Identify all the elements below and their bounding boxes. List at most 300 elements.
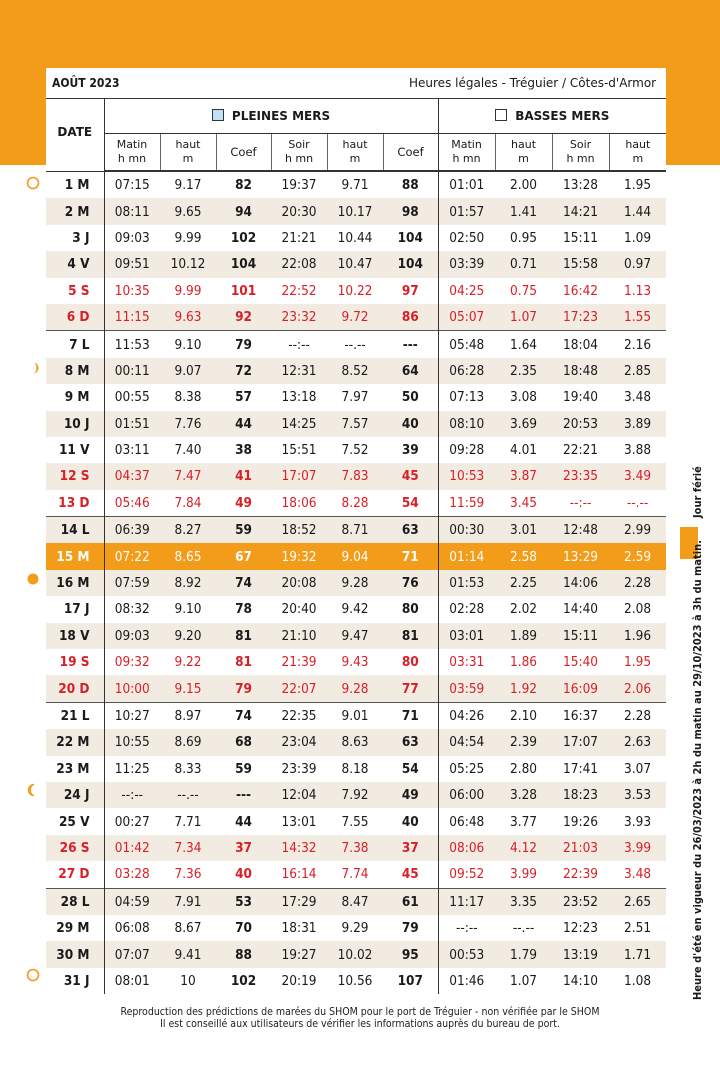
day-date: 12 S — [46, 463, 104, 489]
pm-soir-coef: --- — [383, 331, 438, 358]
bm-matin-time: 11:59 — [438, 490, 495, 517]
pm-soir-time: 18:31 — [281, 920, 317, 937]
pm-matin-coef: 81 — [216, 623, 271, 649]
day-date: 7 L — [46, 331, 104, 358]
pm-soir-height: 9.71 — [341, 177, 369, 194]
pm-soir-coef: 63 — [383, 729, 438, 755]
bm-soir-height: 2.65 — [609, 888, 666, 915]
bm-soir-height: 2.63 — [609, 729, 666, 755]
bm-matin-height: 4.01 — [510, 442, 538, 459]
table-row — [46, 835, 666, 861]
pm-soir-height: 7.92 — [327, 782, 383, 808]
day-date: 16 M — [46, 570, 104, 596]
pm-matin-height: 8.69 — [160, 729, 216, 755]
bm-soir-height: 1.13 — [624, 282, 652, 299]
pm-soir-height: 8.63 — [327, 729, 383, 755]
pm-soir-height: 9.04 — [327, 543, 383, 569]
pm-matin-time: 08:11 — [104, 198, 160, 224]
pm-matin-coef: 44 — [235, 813, 252, 830]
tide-table-card — [46, 68, 666, 1002]
pm-soir-height: 9.43 — [341, 654, 369, 671]
pm-soir-height: --.-- — [327, 331, 383, 358]
pm-matin-coef: 72 — [216, 358, 271, 384]
pm-soir-time: 20:40 — [281, 601, 317, 618]
pm-soir-time: 13:18 — [281, 389, 317, 406]
bm-soir-time: 15:11 — [563, 229, 599, 246]
table-row — [46, 490, 666, 517]
bm-matin-time: 09:52 — [438, 861, 495, 888]
pm-soir-coef: 37 — [383, 835, 438, 861]
bm-soir-time: 16:09 — [552, 675, 609, 702]
bm-soir-time: 15:40 — [563, 654, 599, 671]
bm-soir-height: 2.06 — [609, 675, 666, 702]
pm-soir-coef: 80 — [401, 601, 419, 618]
pm-soir-time: 21:39 — [281, 654, 317, 671]
pm-soir-coef: 40 — [401, 813, 419, 830]
pm-soir-time: 12:31 — [271, 358, 327, 384]
pm-matin-time: 03:28 — [114, 866, 150, 883]
table-row — [46, 756, 666, 782]
pm-soir-coef: 63 — [383, 517, 438, 544]
day-date: 5 S — [46, 278, 104, 304]
pm-matin-coef: 74 — [216, 570, 271, 596]
pm-soir-height: 9.47 — [327, 623, 383, 649]
bm-soir-time: 14:06 — [552, 570, 609, 596]
pm-soir-height: 8.71 — [327, 517, 383, 544]
bm-matin-time: 07:13 — [438, 384, 495, 410]
bm-matin-time: 09:28 — [438, 437, 495, 463]
moon-first-icon — [26, 783, 40, 797]
pm-soir-coef: 80 — [401, 654, 419, 671]
bm-soir-time: 23:35 — [552, 463, 609, 489]
bm-matin-height: 1.64 — [495, 331, 552, 358]
pm-matin-height: 7.34 — [160, 835, 216, 861]
pm-matin-time: 06:39 — [104, 517, 160, 544]
pm-matin-height: 9.10 — [160, 331, 216, 358]
bm-soir-time: 18:48 — [552, 358, 609, 384]
bm-matin-height: 2.10 — [495, 702, 552, 729]
pm-soir-coef: 54 — [401, 494, 419, 511]
table-row — [46, 915, 666, 941]
pm-matin-coef: 94 — [216, 198, 271, 224]
bm-soir-height: 2.16 — [609, 331, 666, 358]
bm-matin-time: 01:14 — [438, 543, 495, 569]
pm-matin-height: 8.33 — [174, 760, 202, 777]
pm-soir-height: 9.28 — [327, 570, 383, 596]
bm-soir-height: 3.89 — [609, 411, 666, 437]
pm-matin-height: 10 — [180, 972, 196, 989]
pm-matin-time: 09:03 — [104, 623, 160, 649]
table-row — [46, 411, 666, 437]
day-date: 6 D — [46, 304, 104, 331]
pm-matin-coef: 101 — [230, 282, 257, 299]
pm-matin-coef: 74 — [216, 702, 271, 729]
bm-soir-height: 2.28 — [609, 702, 666, 729]
pm-soir-height: 9.72 — [327, 304, 383, 331]
pm-matin-time: 06:08 — [114, 920, 150, 937]
day-date: 28 L — [46, 888, 104, 915]
bm-matin-height: 1.92 — [495, 675, 552, 702]
bm-matin-height-header: haut m — [495, 134, 552, 172]
table-row — [46, 198, 666, 224]
day-date: 15 M — [46, 543, 104, 569]
bm-matin-time: 03:59 — [438, 675, 495, 702]
pm-soir-height: 7.97 — [341, 389, 369, 406]
bm-matin-time: 00:53 — [438, 941, 495, 967]
pm-soir-time: 22:52 — [281, 282, 317, 299]
day-date: 17 J — [46, 596, 104, 622]
table-row — [46, 596, 666, 622]
bm-soir-height: 1.96 — [609, 623, 666, 649]
pm-soir-coef: 95 — [383, 941, 438, 967]
bm-matin-header: Matin h mn — [438, 134, 495, 172]
pm-matin-coef: 70 — [235, 920, 252, 937]
pm-matin-coef: 102 — [230, 229, 257, 246]
pm-matin-coef: 57 — [235, 389, 252, 406]
pm-soir-height: 10.17 — [327, 198, 383, 224]
high-tide-icon — [212, 109, 224, 121]
table-row — [46, 968, 666, 994]
day-date: 29 M — [46, 915, 104, 941]
pm-soir-time: 20:30 — [271, 198, 327, 224]
pm-soir-height: 7.83 — [327, 463, 383, 489]
bm-matin-height: 1.89 — [495, 623, 552, 649]
table-row — [46, 278, 666, 304]
bm-matin-time: 00:30 — [438, 517, 495, 544]
bm-soir-height: 2.85 — [609, 358, 666, 384]
bm-matin-height: 3.87 — [495, 463, 552, 489]
day-date: 27 D — [46, 861, 104, 888]
bm-soir-time: 18:04 — [552, 331, 609, 358]
pm-matin-time: 09:51 — [104, 251, 160, 277]
day-date: 3 J — [46, 225, 104, 251]
day-date: 8 M — [46, 358, 104, 384]
pm-matin-height: --.-- — [160, 782, 216, 808]
pm-matin-height: 8.27 — [160, 517, 216, 544]
pm-soir-height: 8.18 — [341, 760, 369, 777]
pm-matin-height: 9.17 — [174, 177, 202, 194]
pm-soir-height: 9.28 — [327, 675, 383, 702]
bm-soir-time: 19:40 — [563, 389, 599, 406]
bm-soir-time: 12:48 — [552, 517, 609, 544]
pm-soir-time: 13:01 — [281, 813, 317, 830]
bm-soir-time: 13:28 — [563, 177, 599, 194]
bm-matin-height: 3.99 — [510, 866, 538, 883]
pm-matin-height: 8.67 — [174, 920, 202, 937]
pm-soir-height: 7.55 — [341, 813, 369, 830]
pm-matin-height: 8.97 — [160, 702, 216, 729]
pm-matin-time: 09:03 — [114, 229, 150, 246]
bm-soir-time: 12:23 — [563, 920, 599, 937]
pm-matin-coef: 44 — [216, 411, 271, 437]
pm-matin-height: 9.99 — [174, 229, 202, 246]
bm-soir-height: 3.53 — [609, 782, 666, 808]
bm-soir-height: 3.48 — [624, 389, 652, 406]
table-row — [46, 331, 666, 358]
bm-soir-height: 1.44 — [609, 198, 666, 224]
tide-table-body — [46, 171, 666, 994]
bm-matin-time: 04:54 — [438, 729, 495, 755]
bm-matin-height: 3.77 — [510, 813, 538, 830]
pm-matin-height: 7.84 — [174, 494, 202, 511]
pm-soir-time: 21:21 — [281, 229, 317, 246]
pm-soir-time: 14:32 — [271, 835, 327, 861]
bm-soir-height: 2.08 — [624, 601, 652, 618]
footer-line-2: Il est conseillé aux utilisateurs de vérifier les informations auprès du bureau de port. — [160, 1018, 560, 1030]
bm-matin-height: 3.69 — [495, 411, 552, 437]
bm-soir-height: 2.28 — [609, 570, 666, 596]
table-row — [46, 171, 666, 198]
day-date: 13 D — [46, 490, 104, 517]
bm-soir-height: 3.49 — [609, 463, 666, 489]
bm-soir-height: 2.51 — [624, 920, 652, 937]
day-date: 14 L — [46, 517, 104, 544]
pm-soir-header: Soir h mn — [271, 134, 327, 172]
pm-soir-coef: 45 — [383, 463, 438, 489]
pm-soir-coef: 45 — [401, 866, 419, 883]
day-date: 30 M — [46, 941, 104, 967]
pm-matin-time: 10:27 — [104, 702, 160, 729]
date-column-header: DATE — [46, 99, 104, 172]
day-date: 2 M — [46, 198, 104, 224]
pm-soir-height: 10.47 — [327, 251, 383, 277]
pm-soir-time: 22:35 — [271, 702, 327, 729]
pm-soir-coef: 81 — [383, 623, 438, 649]
bm-soir-height: 3.88 — [624, 442, 652, 459]
bm-soir-time: 15:58 — [552, 251, 609, 277]
bm-soir-time: 16:37 — [552, 702, 609, 729]
pm-soir-coef: 97 — [401, 282, 419, 299]
pm-soir-time: 23:04 — [271, 729, 327, 755]
pm-soir-time: 22:07 — [271, 675, 327, 702]
bm-soir-time: 16:42 — [563, 282, 599, 299]
pm-soir-coef: 50 — [401, 389, 419, 406]
pm-matin-time: 00:27 — [114, 813, 150, 830]
bm-matin-time: 05:48 — [438, 331, 495, 358]
table-row — [46, 304, 666, 331]
bm-soir-time: 14:10 — [563, 972, 599, 989]
bm-soir-header: Soir h mn — [552, 134, 609, 172]
pm-matin-height: 9.22 — [174, 654, 202, 671]
bm-soir-time: 14:40 — [563, 601, 599, 618]
bm-soir-height: 1.09 — [624, 229, 652, 246]
bm-soir-time: 22:39 — [563, 866, 599, 883]
pm-matin-coef: 68 — [216, 729, 271, 755]
table-row — [46, 543, 666, 569]
bm-matin-time: 10:53 — [438, 463, 495, 489]
day-date: 1 M — [46, 171, 104, 198]
pm-soir-coef: 71 — [383, 702, 438, 729]
pm-matin-height: 9.65 — [160, 198, 216, 224]
day-date: 26 S — [46, 835, 104, 861]
pm-soir-time: 18:06 — [281, 494, 317, 511]
bm-matin-height: 2.39 — [495, 729, 552, 755]
pm-matin-time: 01:51 — [104, 411, 160, 437]
pm-matin-header: Matin h mn — [104, 134, 160, 172]
bm-matin-time: 06:28 — [438, 358, 495, 384]
table-row — [46, 463, 666, 489]
moon-new-icon — [26, 572, 40, 586]
day-date: 25 V — [46, 808, 104, 834]
pm-matin-height: 7.91 — [160, 888, 216, 915]
table-row — [46, 570, 666, 596]
bm-soir-time: 15:11 — [552, 623, 609, 649]
pm-soir-time: 14:25 — [271, 411, 327, 437]
pm-soir-time: 23:32 — [271, 304, 327, 331]
holiday-legend-label: Jour férié — [691, 466, 704, 518]
bm-soir-height: 2.99 — [609, 517, 666, 544]
pm-soir-time: 20:19 — [281, 972, 317, 989]
bm-soir-time: 17:23 — [552, 304, 609, 331]
pm-soir-time: 21:10 — [271, 623, 327, 649]
bm-soir-height: 2.59 — [609, 543, 666, 569]
bm-matin-height: 1.86 — [510, 654, 538, 671]
moon-full-icon — [26, 968, 40, 982]
bm-soir-time: 17:41 — [563, 760, 599, 777]
day-date: 19 S — [46, 649, 104, 675]
bm-soir-height: 3.93 — [624, 813, 652, 830]
pm-matin-time: 04:37 — [104, 463, 160, 489]
pm-soir-time: --:-- — [271, 331, 327, 358]
pm-soir-time: 16:14 — [281, 866, 317, 883]
pm-matin-height: 7.40 — [174, 442, 202, 459]
pm-soir-coef: 79 — [401, 920, 419, 937]
bm-matin-time: 04:26 — [438, 702, 495, 729]
bm-matin-height: 3.08 — [510, 389, 538, 406]
pm-soir-height: 8.28 — [341, 494, 369, 511]
moon-full-icon — [26, 176, 40, 190]
pm-soir-height: 10.56 — [337, 972, 373, 989]
table-row — [46, 675, 666, 702]
bm-soir-height: 1.71 — [609, 941, 666, 967]
bm-soir-height-header: haut m — [609, 134, 666, 172]
bm-soir-time: 17:07 — [552, 729, 609, 755]
table-row — [46, 358, 666, 384]
bm-matin-time: 05:07 — [438, 304, 495, 331]
pm-soir-coef-header: Coef — [383, 134, 438, 172]
pm-soir-coef: 77 — [383, 675, 438, 702]
bm-soir-height: 3.99 — [609, 835, 666, 861]
bm-soir-height: --.-- — [626, 494, 649, 511]
pm-soir-coef: 49 — [383, 782, 438, 808]
pm-matin-time: --:-- — [104, 782, 160, 808]
pm-matin-height: 9.10 — [174, 601, 202, 618]
pm-soir-height: 10.44 — [337, 229, 373, 246]
bm-matin-time: 03:31 — [438, 649, 495, 675]
bm-matin-height: 1.79 — [495, 941, 552, 967]
bm-matin-height: 3.45 — [510, 494, 538, 511]
bm-matin-height: 0.95 — [510, 229, 538, 246]
pm-soir-height: 9.29 — [341, 920, 369, 937]
bm-matin-time: 11:17 — [438, 888, 495, 915]
day-date: 9 M — [46, 384, 104, 410]
pleines-mers-header: PLEINES MERS — [104, 99, 438, 134]
table-row — [46, 623, 666, 649]
bm-matin-height: 4.12 — [495, 835, 552, 861]
day-date: 20 D — [46, 675, 104, 702]
table-row — [46, 941, 666, 967]
bm-soir-time: 13:29 — [552, 543, 609, 569]
pm-matin-time: 07:15 — [114, 177, 150, 194]
table-row — [46, 384, 666, 410]
pm-matin-height: 10.12 — [160, 251, 216, 277]
pm-soir-coef: 61 — [383, 888, 438, 915]
bm-soir-height: 1.55 — [609, 304, 666, 331]
pm-matin-height: 9.07 — [160, 358, 216, 384]
pm-soir-coef: 86 — [383, 304, 438, 331]
pm-soir-coef: 104 — [383, 251, 438, 277]
table-row — [46, 649, 666, 675]
pm-soir-coef: 40 — [383, 411, 438, 437]
pm-matin-coef: 79 — [216, 331, 271, 358]
pm-matin-coef: 59 — [235, 760, 252, 777]
bm-matin-height: 1.41 — [495, 198, 552, 224]
pm-matin-time: 07:07 — [104, 941, 160, 967]
pm-matin-height: 7.36 — [174, 866, 202, 883]
pm-matin-coef: 67 — [216, 543, 271, 569]
table-row — [46, 888, 666, 915]
pm-matin-height: 9.41 — [160, 941, 216, 967]
pm-matin-time: 05:46 — [114, 494, 150, 511]
bm-soir-time: 23:52 — [552, 888, 609, 915]
bm-matin-time: 01:53 — [438, 570, 495, 596]
bm-matin-time: 03:39 — [438, 251, 495, 277]
pm-matin-coef: 88 — [216, 941, 271, 967]
pm-soir-time: 18:52 — [271, 517, 327, 544]
pm-soir-height: 9.42 — [341, 601, 369, 618]
table-row — [46, 702, 666, 729]
pm-soir-time: 17:07 — [271, 463, 327, 489]
pm-matin-coef: 37 — [216, 835, 271, 861]
pm-soir-coef: 104 — [397, 229, 423, 246]
bm-matin-height: 2.02 — [510, 601, 538, 618]
day-date: 21 L — [46, 702, 104, 729]
pm-matin-coef: 79 — [216, 675, 271, 702]
basses-mers-header: BASSES MERS — [438, 99, 666, 134]
pm-matin-time: 03:11 — [114, 442, 150, 459]
pm-matin-coef: 53 — [216, 888, 271, 915]
bm-soir-height: 1.08 — [624, 972, 652, 989]
bm-soir-time: 19:26 — [563, 813, 599, 830]
pm-matin-time: 00:11 — [104, 358, 160, 384]
pm-soir-time: 19:37 — [281, 177, 317, 194]
pm-soir-height: 8.47 — [327, 888, 383, 915]
day-date: 10 J — [46, 411, 104, 437]
bm-soir-time: 22:21 — [563, 442, 599, 459]
bm-soir-time: 20:53 — [552, 411, 609, 437]
pm-matin-time: 01:42 — [104, 835, 160, 861]
day-date: 31 J — [46, 968, 104, 994]
bm-matin-height: 0.71 — [495, 251, 552, 277]
pm-matin-height-header: haut m — [160, 134, 216, 172]
bm-matin-time: 08:06 — [438, 835, 495, 861]
bm-matin-height: 2.58 — [495, 543, 552, 569]
pm-matin-time: 00:55 — [114, 389, 150, 406]
pm-matin-coef: 59 — [216, 517, 271, 544]
table-row — [46, 517, 666, 544]
table-row — [46, 861, 666, 888]
bm-matin-time: 05:25 — [438, 756, 495, 782]
table-row — [46, 729, 666, 755]
pm-soir-height: 9.01 — [327, 702, 383, 729]
day-date: 24 J — [46, 782, 104, 808]
bm-soir-height: 3.07 — [624, 760, 652, 777]
pm-soir-coef: 88 — [401, 177, 419, 194]
bm-matin-height: 3.01 — [495, 517, 552, 544]
pm-matin-coef: 92 — [216, 304, 271, 331]
pm-soir-height: 7.38 — [327, 835, 383, 861]
pm-soir-height-header: haut m — [327, 134, 383, 172]
